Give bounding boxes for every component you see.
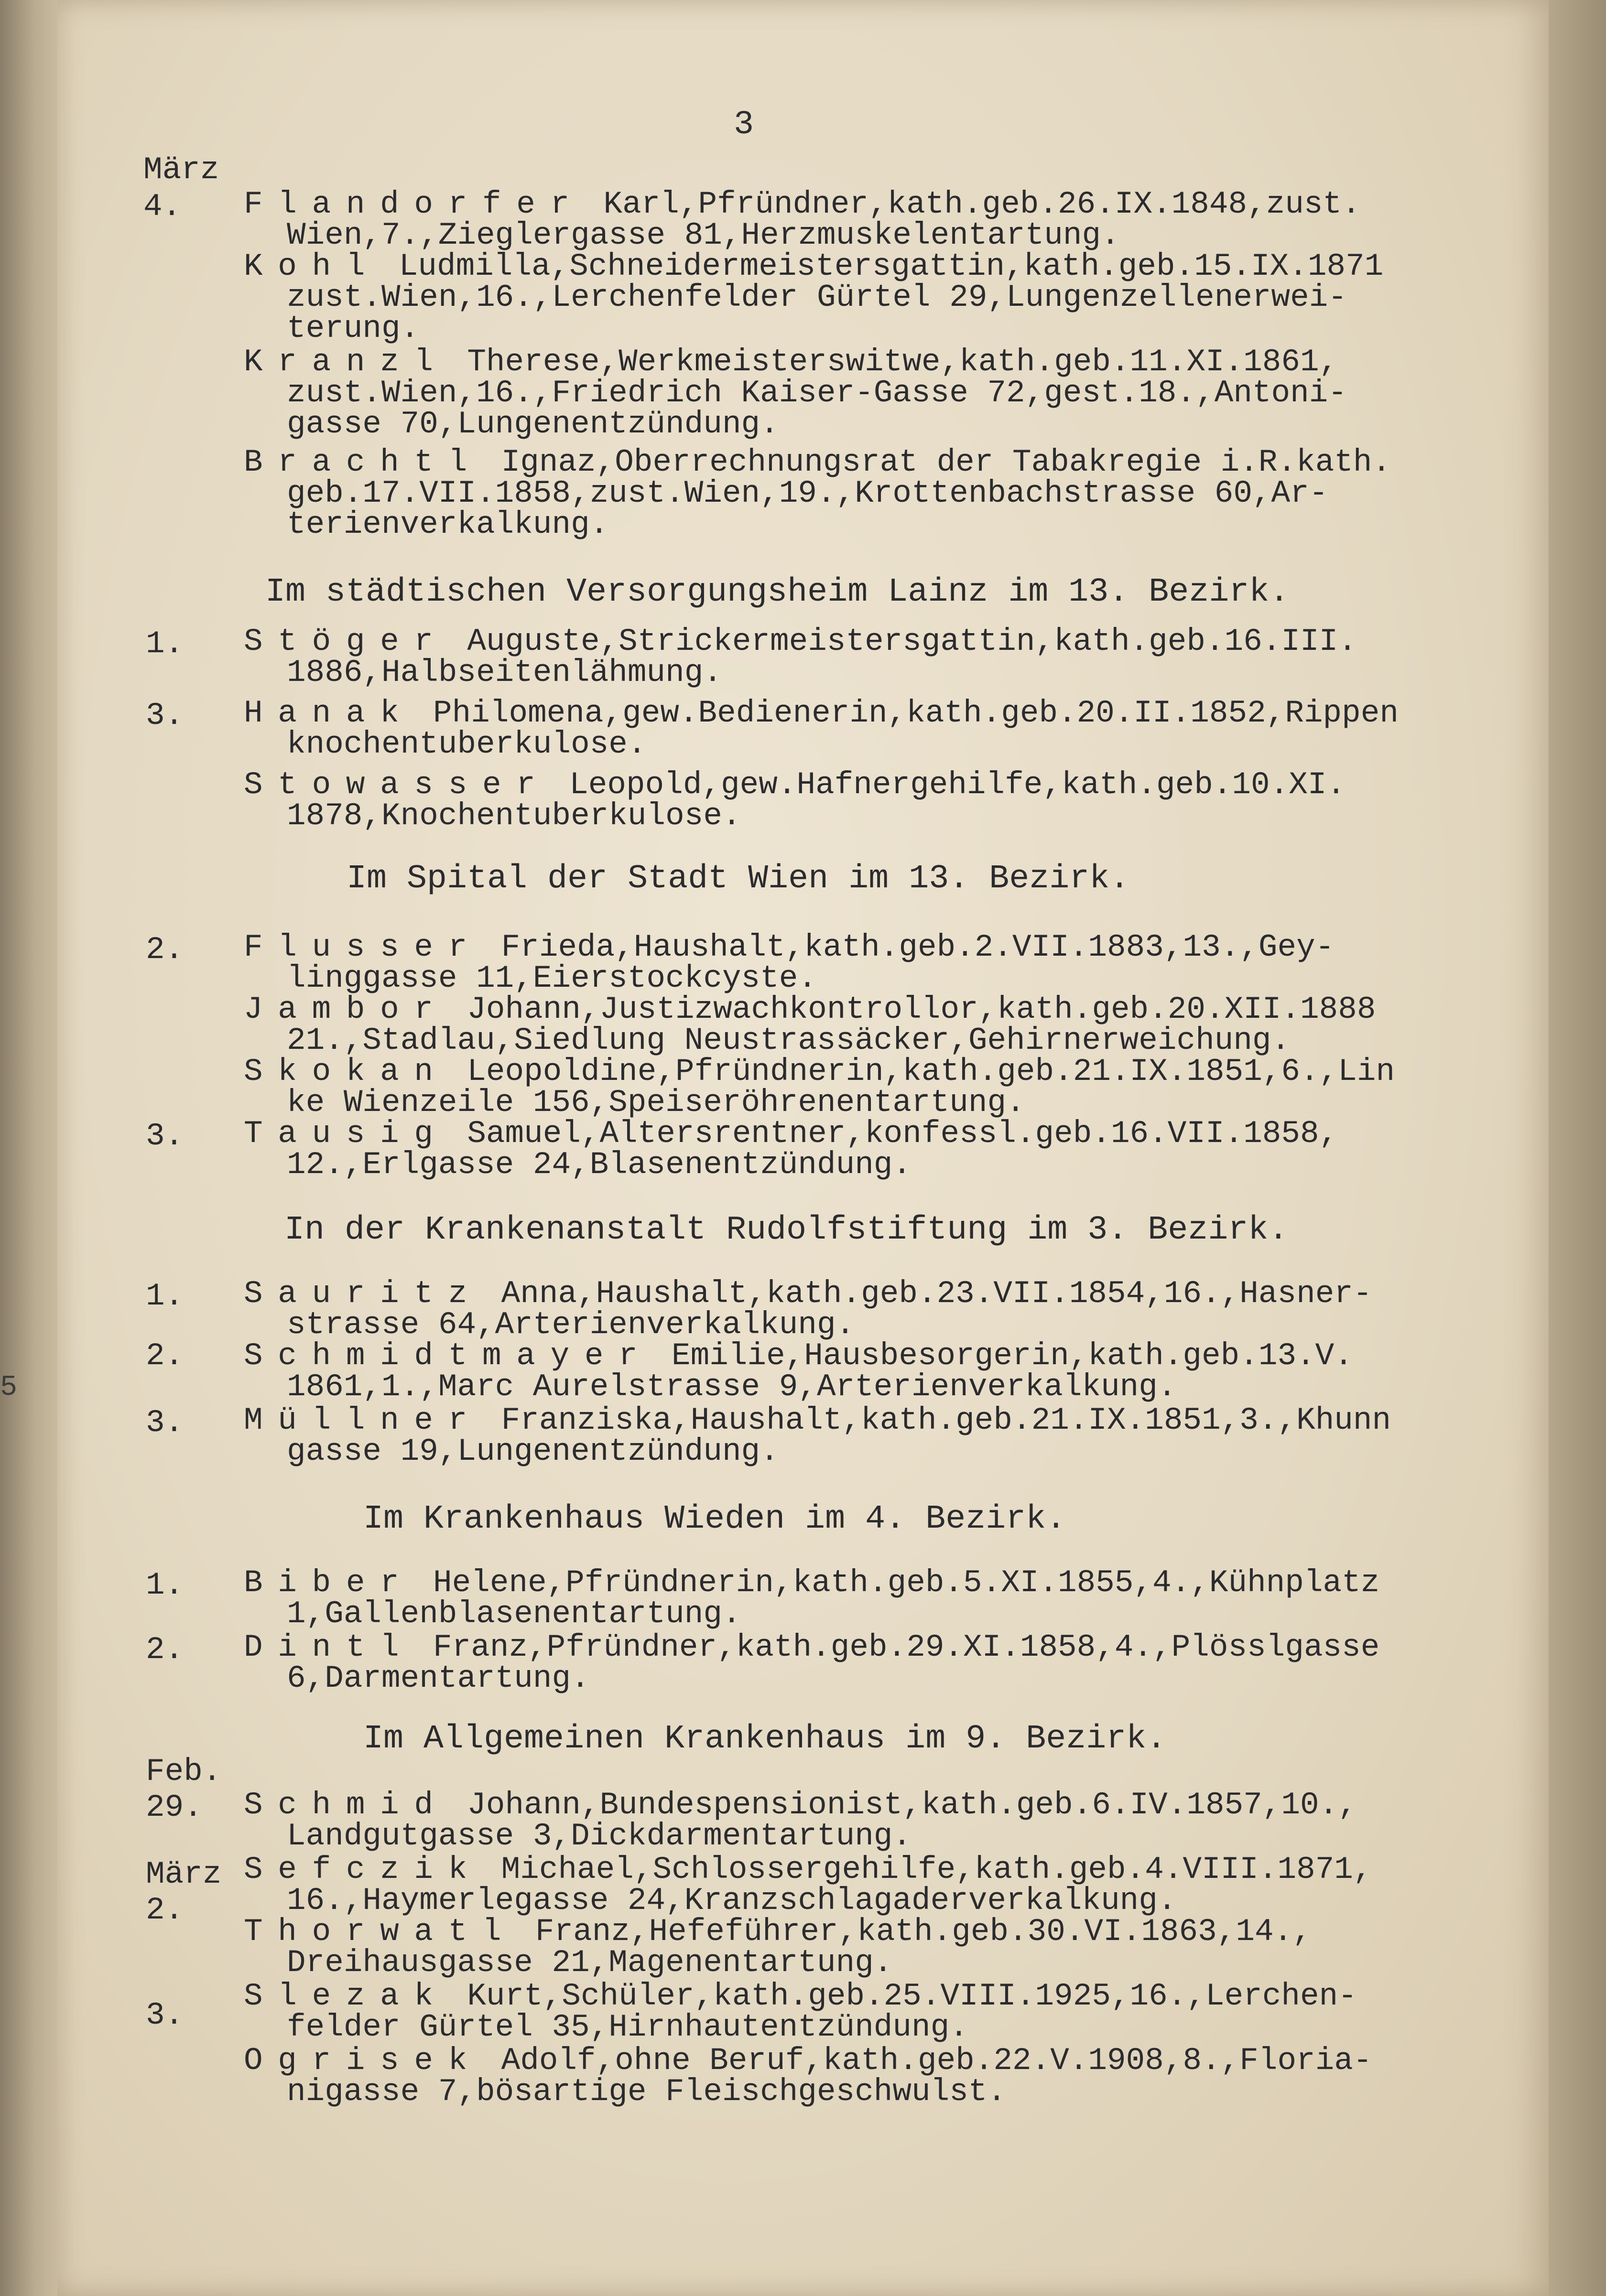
entry-surname: Brachtl xyxy=(244,444,483,480)
entry-line: knochentuberkulose. xyxy=(287,726,647,762)
entry-line: strasse 64,Arterienverkalkung. xyxy=(287,1307,855,1343)
entry-line: 16.,Haymerlegasse 24,Kranzschlagaderverkalkung. xyxy=(287,1883,1177,1919)
date-day: 4. xyxy=(143,189,182,225)
entry-surname: Ogrisek xyxy=(244,2043,483,2079)
date-day: 2. xyxy=(146,1632,184,1668)
entry-line: Schmid Johann,Bundespensionist,kath.geb.6.IV.1857,10., xyxy=(244,1787,1357,1823)
entry-line: Brachtl Ignaz,Oberrechnungsrat der Tabakregie i.R.kath. xyxy=(244,444,1391,480)
date-day: 1. xyxy=(146,626,184,662)
entry-surname: Thorwatl xyxy=(244,1914,517,1950)
entry-line: felder Gürtel 35,Hirnhautentzündung. xyxy=(287,2009,968,2045)
entry-line: zust.Wien,16.,Friedrich Kaiser-Gasse 72,gest.18.,Antoni- xyxy=(287,375,1347,411)
entry-surname: Slezak xyxy=(244,1978,448,2014)
date-day: 2. xyxy=(146,1892,184,1928)
entry-line: Tausig Samuel,Altersrentner,konfessl.geb.16.VII.1858, xyxy=(244,1116,1338,1152)
entry-surname: Kranzl xyxy=(244,344,448,380)
entry-line: Stowasser Leopold,gew.Hafnergehilfe,kath.geb.10.XI. xyxy=(244,767,1346,803)
date-day: 29. xyxy=(146,1789,203,1825)
entry-line: Kohl Ludmilla,Schneidermeistersgattin,kath.geb.15.IX.1871 xyxy=(244,248,1384,284)
entry-line: Wien,7.,Zieglergasse 81,Herzmuskelentartung. xyxy=(287,217,1120,253)
entry-surname: Biber xyxy=(244,1565,414,1601)
entry-line: Ogrisek Adolf,ohne Beruf,kath.geb.22.V.1908,8.,Floria- xyxy=(244,2043,1372,2079)
section-heading: Im Krankenhaus Wieden im 4. Bezirk. xyxy=(363,1500,1066,1538)
entry-line: 1,Gallenblasenentartung. xyxy=(287,1596,741,1632)
entry-line: 6,Darmentartung. xyxy=(287,1660,590,1696)
entry-surname: Hanak xyxy=(244,695,414,731)
date-month: März xyxy=(143,152,219,188)
side-mark: 5 xyxy=(0,1371,18,1404)
entry-line: 1861,1.,Marc Aurelstrasse 9,Arterienverkalkung. xyxy=(287,1369,1177,1405)
page-number: 3 xyxy=(734,106,754,144)
entry-surname: Sauritz xyxy=(244,1276,483,1312)
entry-line: Schmidtmayer Emilie,Hausbesorgerin,kath.geb.13.V. xyxy=(244,1338,1353,1374)
entry-line: Thorwatl Franz,Hefeführer,kath.geb.30.VI.1863,14., xyxy=(244,1914,1312,1950)
date-day: 3. xyxy=(146,1997,184,2033)
entry-line: Sefczik Michael,Schlossergehilfe,kath.geb.4.VIII.1871, xyxy=(244,1852,1372,1887)
entry-line: 12.,Erlgasse 24,Blasenentzündung. xyxy=(287,1147,912,1183)
entry-line: ke Wienzeile 156,Speiseröhrenentartung. xyxy=(287,1085,1025,1121)
date-month: Feb. xyxy=(146,1754,222,1789)
entry-line: Flusser Frieda,Haushalt,kath.geb.2.VII.1883,13.,Gey- xyxy=(244,929,1335,965)
entry-surname: Dintl xyxy=(244,1629,414,1665)
entry-line: gasse 70,Lungenentzündung. xyxy=(287,406,779,442)
date-day: 1. xyxy=(146,1567,184,1603)
entry-line: Müllner Franziska,Haushalt,kath.geb.21.IX.1851,3.,Khunn xyxy=(244,1402,1391,1438)
entry-line: Kranzl Therese,Werkmeisterswitwe,kath.geb.11.XI.1861, xyxy=(244,344,1338,380)
entry-line: Dintl Franz,Pfründner,kath.geb.29.XI.1858,4.,Plösslgasse xyxy=(244,1629,1380,1665)
entry-line: terung. xyxy=(287,311,420,346)
section-heading: Im Spital der Stadt Wien im 13. Bezirk. xyxy=(347,860,1130,898)
entry-surname: Müllner xyxy=(244,1402,483,1438)
entry-line: 1886,Halbseitenlähmung. xyxy=(287,655,722,690)
entry-line: Biber Helene,Pfründnerin,kath.geb.5.XI.1855,4.,Kühnplatz xyxy=(244,1565,1380,1601)
entry-surname: Kohl xyxy=(244,248,380,284)
entry-surname: Flandorfer xyxy=(244,186,585,222)
date-day: 3. xyxy=(146,1118,184,1154)
entry-line: Skokan Leopoldine,Pfründnerin,kath.geb.21.IX.1851,6.,Lin xyxy=(244,1054,1395,1089)
date-day: 1. xyxy=(146,1278,184,1314)
entry-surname: Skokan xyxy=(244,1054,448,1089)
entry-line: Stöger Auguste,Strickermeistersgattin,kath.geb.16.III. xyxy=(244,624,1357,659)
date-month: März xyxy=(146,1856,222,1892)
entry-surname: Sefczik xyxy=(244,1852,483,1887)
entry-surname: Stöger xyxy=(244,624,448,659)
entry-line: terienverkalkung. xyxy=(287,507,609,542)
entry-line: Sauritz Anna,Haushalt,kath.geb.23.VII.1854,16.,Hasner- xyxy=(244,1276,1372,1312)
entry-line: geb.17.VII.1858,zust.Wien,19.,Krottenbachstrasse 60,Ar- xyxy=(287,475,1328,511)
entry-surname: Jambor xyxy=(244,992,448,1027)
entry-line: Slezak Kurt,Schüler,kath.geb.25.VIII.1925,16.,Lerchen- xyxy=(244,1978,1357,2014)
section-heading: Im städtischen Versorgungsheim Lainz im 13. Bezirk. xyxy=(265,573,1290,611)
entry-line: 1878,Knochentuberkulose. xyxy=(287,798,741,834)
date-day: 3. xyxy=(146,1405,184,1441)
entry-surname: Stowasser xyxy=(244,767,551,803)
entry-line: Landgutgasse 3,Dickdarmentartung. xyxy=(287,1818,912,1854)
entry-line: 21.,Stadlau,Siedlung Neustrassäcker,Gehirnerweichung. xyxy=(287,1023,1291,1058)
date-day: 2. xyxy=(146,1338,184,1374)
entry-line: linggasse 11,Eierstockcyste. xyxy=(287,960,817,996)
entry-surname: Schmidtmayer xyxy=(244,1338,653,1374)
entry-line: nigasse 7,bösartige Fleischgeschwulst. xyxy=(287,2074,1007,2110)
entry-line: zust.Wien,16.,Lerchenfelder Gürtel 29,Lungenzellenerwei- xyxy=(287,280,1347,315)
section-heading: In der Krankenanstalt Rudolfstiftung im 3. Bezirk. xyxy=(284,1211,1289,1249)
entry-line: Dreihausgasse 21,Magenentartung. xyxy=(287,1945,893,1981)
entry-line: Flandorfer Karl,Pfründner,kath.geb.26.IX.1848,zust. xyxy=(244,186,1361,222)
entry-surname: Schmid xyxy=(244,1787,448,1823)
entry-surname: Tausig xyxy=(244,1116,448,1152)
entry-line: Jambor Johann,Justizwachkontrollor,kath.geb.20.XII.1888 xyxy=(244,992,1376,1027)
date-day: 2. xyxy=(146,932,184,968)
entry-line: Hanak Philomena,gew.Bedienerin,kath.geb.20.II.1852,Rippen xyxy=(244,695,1399,731)
entry-line: gasse 19,Lungenentzündung. xyxy=(287,1434,779,1469)
section-heading: Im Allgemeinen Krankenhaus im 9. Bezirk. xyxy=(363,1720,1167,1758)
date-day: 3. xyxy=(146,698,184,733)
entry-surname: Flusser xyxy=(244,929,483,965)
